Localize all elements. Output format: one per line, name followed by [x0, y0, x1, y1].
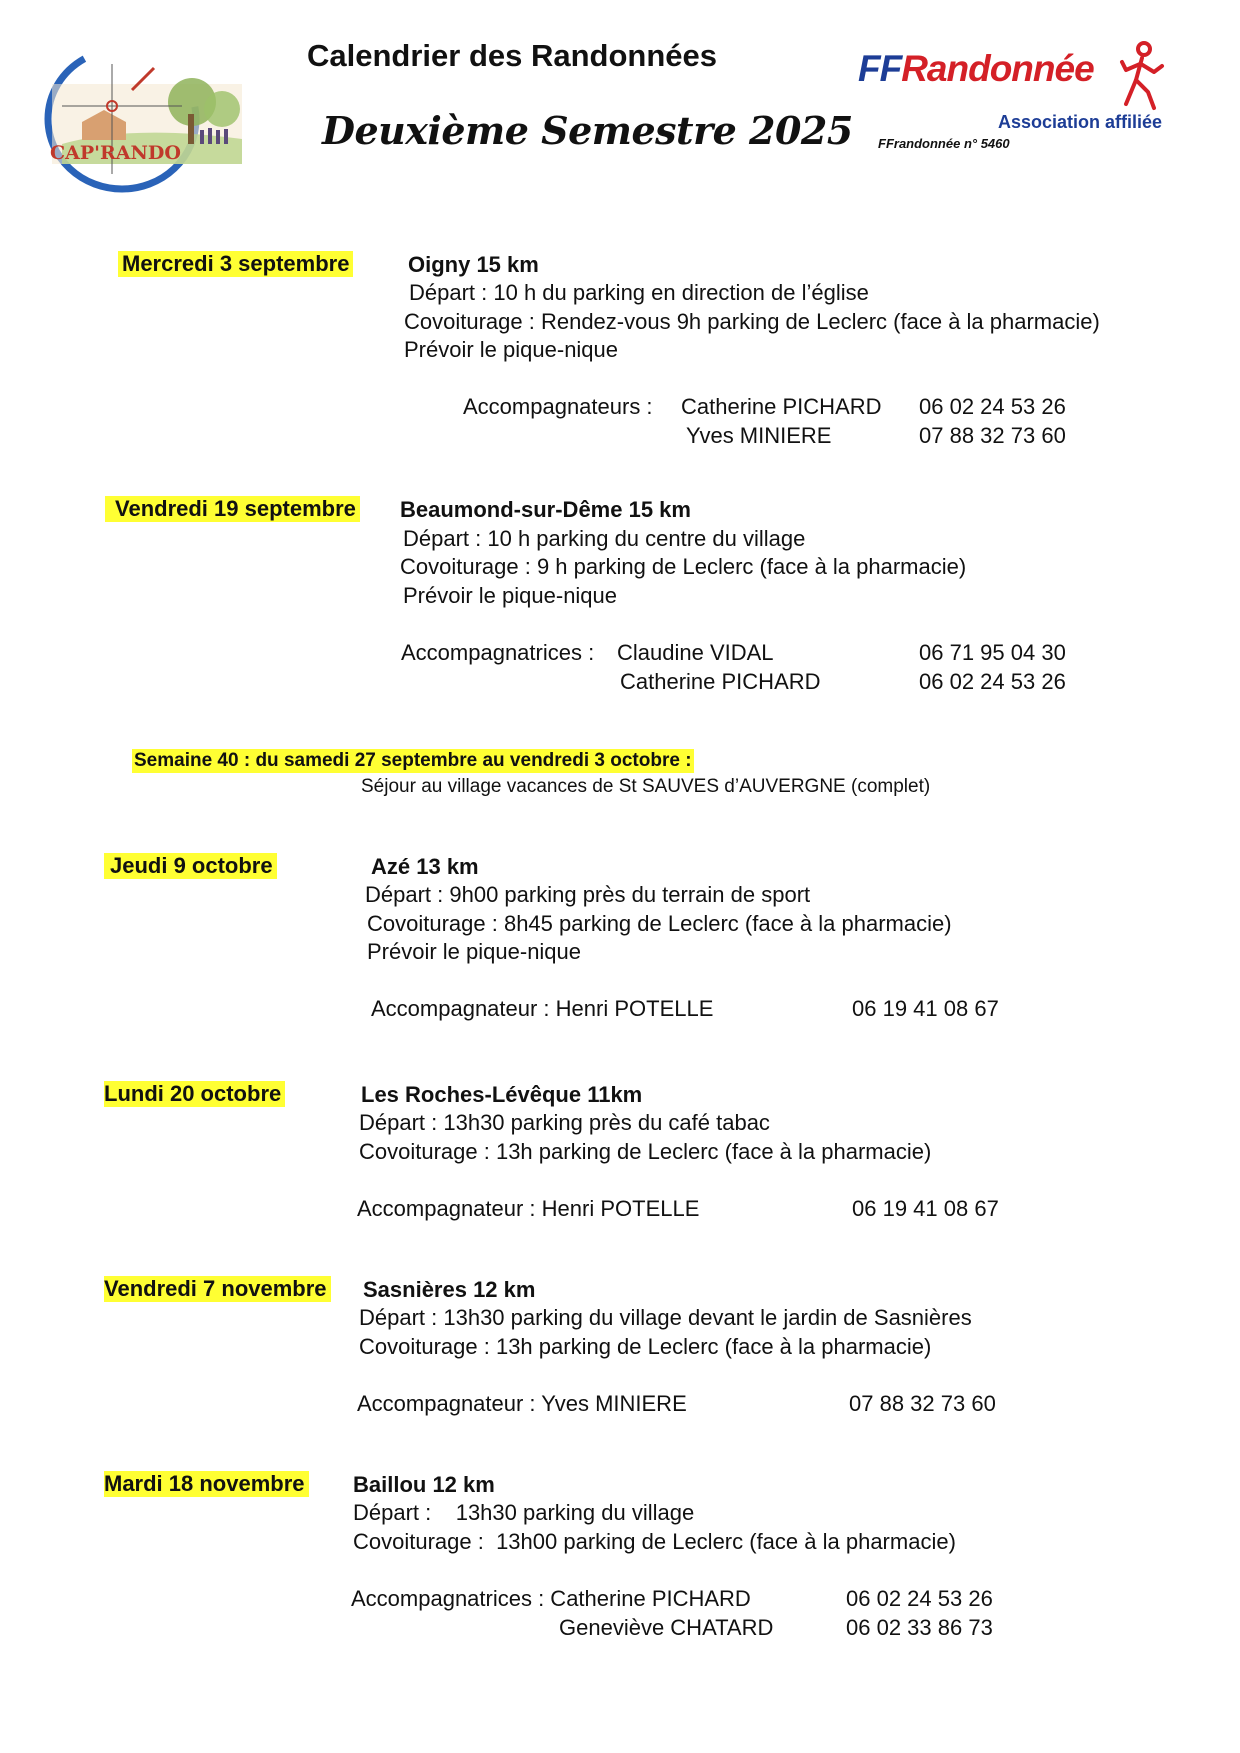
- hike-prevoir: Prévoir le pique-nique: [403, 583, 618, 608]
- guide-name: Geneviève CHATARD: [559, 1615, 774, 1640]
- hike-guide-label: Accompagnateur : Henri POTELLE: [357, 1196, 700, 1221]
- hike-place: Sasnières 12 km: [363, 1277, 536, 1302]
- hike-covoiturage: Covoiturage : 13h parking de Leclerc (face à la pharmacie): [359, 1139, 932, 1164]
- page-title: Calendrier des Randonnées: [307, 38, 718, 73]
- hike-date: Vendredi 7 novembre: [104, 1276, 331, 1302]
- semaine-text: Séjour au village vacances de St SAUVES d’AUVERGNE (complet): [361, 776, 931, 797]
- hike-place: Les Roches-Lévêque 11km: [361, 1082, 643, 1107]
- hike-place: Baillou 12 km: [353, 1472, 495, 1497]
- hike-guide-label: Accompagnatrices : Catherine PICHARD: [351, 1586, 751, 1611]
- hike-depart: Départ : 10 h parking du centre du village: [403, 526, 806, 551]
- hike-depart: Départ : 13h30 parking près du café tabac: [359, 1110, 770, 1135]
- hike-depart: Départ : 10 h du parking en direction de l’église: [409, 280, 869, 305]
- hike-depart: Départ : 9h00 parking près du terrain de sport: [365, 882, 811, 907]
- ffrandonnee-wordmark-rest: Randonnée: [901, 48, 1094, 89]
- hike-guide-label: Accompagnateur : Henri POTELLE: [371, 996, 714, 1021]
- guide-phone: 07 88 32 73 60: [919, 423, 1066, 448]
- ff-association: Association affiliée: [998, 112, 1163, 132]
- hike-covoiturage: Covoiturage : 13h00 parking de Leclerc (face à la pharmacie): [353, 1529, 956, 1554]
- guide-name: Catherine PICHARD: [681, 394, 882, 419]
- hike-date: Jeudi 9 octobre: [104, 853, 277, 879]
- guide-phone: 06 02 24 53 26: [846, 1586, 993, 1611]
- hike-covoiturage: Covoiturage : Rendez-vous 9h parking de Leclerc (face à la pharmacie): [404, 309, 1100, 334]
- hike-date: Mercredi 3 septembre: [118, 251, 353, 277]
- guide-phone: 06 19 41 08 67: [852, 1196, 999, 1221]
- guide-phone: 06 19 41 08 67: [852, 996, 999, 1021]
- ffrandonnee-wordmark-ff: FF: [858, 48, 902, 89]
- guide-phone: 06 02 24 53 26: [919, 394, 1066, 419]
- hike-covoiturage: Covoiturage : 8h45 parking de Leclerc (face à la pharmacie): [367, 911, 952, 936]
- guide-phone: 06 02 24 53 26: [919, 669, 1066, 694]
- semaine-title: Semaine 40 : du samedi 27 septembre au vendredi 3 octobre :: [134, 750, 692, 771]
- caprando-logo: [42, 44, 274, 194]
- guide-name: Catherine PICHARD: [620, 669, 821, 694]
- page-subtitle: Deuxième Semestre 2025: [322, 108, 853, 153]
- hike-covoiturage: Covoiturage : 13h parking de Leclerc (face à la pharmacie): [359, 1334, 932, 1359]
- guide-name: Yves MINIERE: [686, 423, 832, 448]
- caprando-logo-art: [42, 44, 274, 194]
- walker-icon: [1116, 40, 1166, 112]
- hike-place: Azé 13 km: [371, 854, 479, 879]
- guide-phone: 06 02 33 86 73: [846, 1615, 993, 1640]
- guide-phone: 07 88 32 73 60: [849, 1391, 996, 1416]
- caprando-logo-text: CAP'RANDO: [50, 142, 181, 164]
- hike-place: Beaumond-sur-Dême 15 km: [400, 497, 691, 522]
- hike-date: Lundi 20 octobre: [104, 1081, 285, 1107]
- hike-prevoir: Prévoir le pique-nique: [367, 939, 582, 964]
- hike-guide-label: Accompagnatrices :: [401, 640, 595, 665]
- guide-name: Claudine VIDAL: [617, 640, 774, 665]
- hike-date: Mardi 18 novembre: [104, 1471, 309, 1497]
- hike-place: Oigny 15 km: [408, 252, 539, 277]
- hike-covoiturage: Covoiturage : 9 h parking de Leclerc (face à la pharmacie): [400, 554, 967, 579]
- hike-depart: Départ : 13h30 parking du village devant le jardin de Sasnières: [359, 1305, 972, 1330]
- hike-guide-label: Accompagnateurs :: [463, 394, 653, 419]
- hike-date: Vendredi 19 septembre: [105, 496, 360, 522]
- guide-phone: 06 71 95 04 30: [919, 640, 1066, 665]
- ffrandonnee-wordmark: [858, 48, 1094, 90]
- ff-number: FFrandonnée n° 5460: [878, 136, 1010, 151]
- ffrandonnee-logo: [858, 36, 1178, 156]
- hike-guide-label: Accompagnateur : Yves MINIERE: [357, 1391, 687, 1416]
- hike-prevoir: Prévoir le pique-nique: [404, 337, 619, 362]
- hike-depart: Départ : 13h30 parking du village: [353, 1500, 695, 1525]
